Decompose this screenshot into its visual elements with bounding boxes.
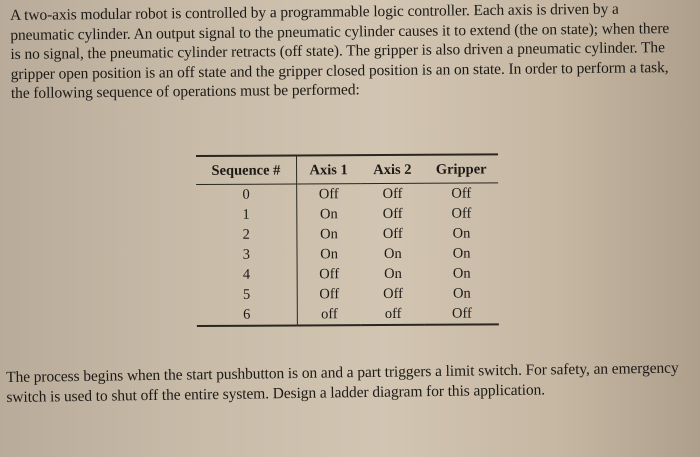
cell-axis-1: On bbox=[320, 226, 338, 243]
cell-axis-1: On bbox=[320, 246, 339, 263]
cell-sequence: 1 bbox=[196, 204, 296, 225]
header-gripper: Gripper bbox=[424, 154, 498, 183]
cell-gripper: On bbox=[452, 285, 471, 302]
cell-axis-1: Off bbox=[319, 286, 340, 303]
table-row bbox=[197, 283, 499, 305]
table-row bbox=[196, 223, 498, 245]
cell-axis-1: Off bbox=[319, 266, 340, 283]
header-axis-1: Axis 1 bbox=[296, 155, 360, 184]
cell-axis-2: Off bbox=[382, 185, 403, 203]
cell-axis-2: Off bbox=[382, 205, 403, 223]
cell-sequence: 2 bbox=[196, 224, 296, 245]
cell-gripper: Off bbox=[451, 205, 472, 222]
table-row bbox=[197, 263, 499, 285]
cell-gripper: On bbox=[452, 225, 471, 242]
table-row bbox=[196, 243, 498, 265]
cell-gripper: Off bbox=[451, 185, 472, 202]
cell-axis-1: off bbox=[297, 304, 361, 325]
cell-gripper: Off bbox=[425, 303, 499, 324]
table-row bbox=[197, 303, 499, 326]
cell-sequence: 5 bbox=[197, 284, 297, 305]
cell-axis-2: On bbox=[384, 265, 402, 283]
header-sequence: Sequence # bbox=[196, 155, 296, 184]
cell-sequence: 4 bbox=[197, 264, 297, 285]
table-header-row bbox=[196, 154, 498, 184]
cell-axis-2: Off bbox=[383, 285, 404, 303]
cell-axis-1: On bbox=[319, 206, 338, 223]
header-axis-2: Axis 2 bbox=[360, 155, 424, 184]
table-row bbox=[196, 183, 498, 205]
problem-intro-text: A two-axis modular robot is controlled by a programmable logic controller. Each axis is driven by a pneumatic cylinder. An output signal to the pneumatic cylinder causes it to extend (the on state); when there is no signal, the pneumatic cylinder retracts (off state). The gripper is also driven a pneumatic cylinder. The gripper open position is an off state and the gripper closed position is an on state. In order to perform a task, the following sequence of operations must be performed: bbox=[10, 0, 670, 102]
cell-sequence: 6 bbox=[197, 304, 297, 326]
cell-axis-2: off bbox=[361, 304, 425, 325]
cell-gripper: On bbox=[452, 265, 471, 282]
cell-axis-2: Off bbox=[382, 225, 403, 243]
cell-axis-2: On bbox=[383, 245, 402, 263]
table-row bbox=[196, 203, 498, 225]
cell-axis-1: Off bbox=[318, 186, 339, 203]
problem-closing-text: The process begins when the start pushbutton is on and a part triggers a limit switch. For safety, an emergency switch is used to shut off the entire system. Design a ladder diagram for this application. bbox=[6, 359, 679, 406]
cell-sequence: 3 bbox=[196, 244, 296, 265]
sequence-table-container bbox=[196, 153, 499, 327]
cell-gripper: On bbox=[452, 245, 471, 262]
sequence-table bbox=[196, 153, 499, 327]
cell-sequence: 0 bbox=[196, 184, 296, 205]
